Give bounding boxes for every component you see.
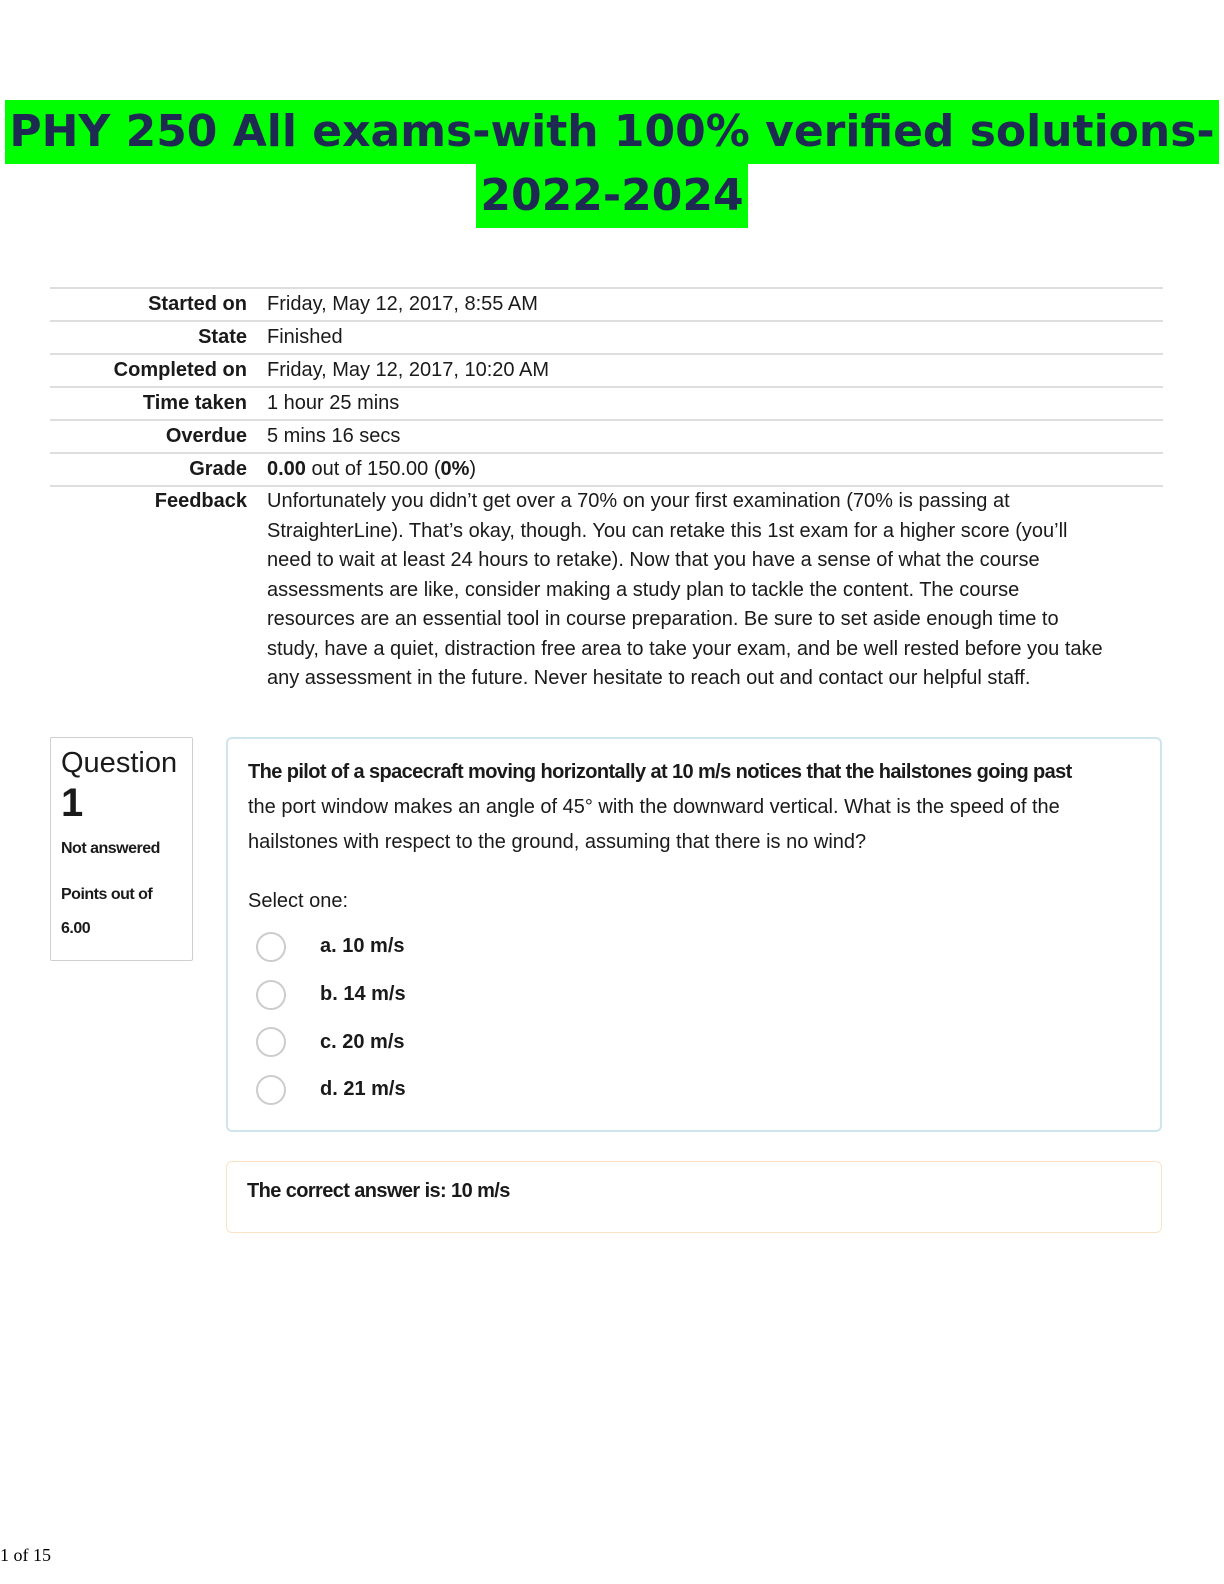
feedback-line: assessments are like, consider making a study plan to tackle the content. The course	[267, 578, 1020, 601]
grade-out-of: out of 150.00 (	[305, 458, 441, 480]
summary-label: Overdue	[50, 420, 267, 453]
attempt-summary-table	[50, 287, 1163, 694]
answer-label: a. 10 m/s	[320, 935, 405, 958]
feedback-line: StraighterLine). That’s okay, though. You can retake this 1st exam for a higher score (you’ll	[267, 519, 1068, 542]
grade-score: 0.00	[267, 458, 306, 480]
radio-button-icon[interactable]	[256, 980, 286, 1010]
summary-label: Feedback	[50, 486, 267, 694]
summary-label: Completed on	[50, 354, 267, 387]
answer-options	[248, 923, 1140, 1114]
summary-row-state	[50, 321, 1163, 354]
grade-close: )	[469, 458, 477, 480]
question-info-panel	[50, 737, 193, 961]
document-title	[0, 100, 1224, 228]
correct-answer-text: The correct answer is: 10 m/s	[247, 1180, 510, 1202]
question-text-line: the port window makes an angle of 45° with the downward vertical. What is the speed of the	[248, 796, 1060, 818]
summary-value: 5 mins 16 secs	[267, 420, 1163, 453]
radio-button-icon[interactable]	[256, 1027, 286, 1057]
title-line-1: PHY 250 All exams-with 100% verified solutions-	[5, 100, 1218, 164]
grade-value	[267, 453, 1163, 486]
feedback-line: resources are an essential tool in course preparation. Be sure to set aside enough time to	[267, 608, 1059, 630]
answer-option-a[interactable]	[248, 923, 1140, 971]
answer-label: b. 14 m/s	[320, 983, 406, 1006]
summary-row-feedback	[50, 486, 1163, 694]
answer-option-c[interactable]	[248, 1018, 1140, 1066]
feedback-line: Unfortunately you didn’t get over a 70% on your first examination (70% is passing at	[267, 490, 1010, 512]
grade-percent: 0%	[440, 458, 470, 480]
question-text-line: hailstones with respect to the ground, assuming that there is no wind?	[248, 831, 867, 853]
radio-button-icon[interactable]	[256, 932, 286, 962]
select-one-prompt: Select one:	[248, 890, 349, 912]
question-points	[61, 878, 182, 946]
points-label: Points out of	[61, 886, 153, 903]
summary-label: Grade	[50, 453, 267, 486]
question-state: Not answered	[61, 840, 160, 857]
question-number: 1	[61, 781, 84, 825]
feedback-line: any assessment in the future. Never hesitate to reach out and contact our helpful staff.	[267, 667, 1031, 689]
summary-value: Friday, May 12, 2017, 8:55 AM	[267, 288, 1163, 321]
title-line-2: 2022-2024	[476, 164, 747, 228]
summary-row-grade	[50, 453, 1163, 486]
answer-label: d. 21 m/s	[320, 1078, 406, 1101]
summary-value: Friday, May 12, 2017, 10:20 AM	[267, 354, 1163, 387]
page-number: 1 of 15	[0, 1545, 51, 1565]
summary-row-time-taken	[50, 387, 1163, 420]
points-value: 6.00	[61, 920, 91, 937]
question-text-lead: The pilot of a spacecraft moving horizontally at 10 m/s notices that the hailstones going past	[248, 761, 1072, 783]
summary-row-completed	[50, 354, 1163, 387]
summary-label: Time taken	[50, 387, 267, 420]
question-label: Question	[61, 747, 178, 779]
feedback-text	[267, 486, 1163, 694]
answer-label: c. 20 m/s	[320, 1030, 405, 1053]
feedback-line: need to wait at least 24 hours to retake). Now that you have a sense of what the course	[267, 549, 1040, 571]
question-content-box	[226, 737, 1162, 1132]
question-text	[248, 755, 1140, 860]
answer-option-d[interactable]	[248, 1066, 1140, 1114]
summary-row-started	[50, 288, 1163, 321]
answer-option-b[interactable]	[248, 971, 1140, 1019]
feedback-line: study, have a quiet, distraction free area to take your exam, and be well rested before you take	[267, 637, 1103, 660]
summary-row-overdue	[50, 420, 1163, 453]
summary-value: Finished	[267, 321, 1163, 354]
correct-answer-box	[226, 1161, 1162, 1233]
radio-button-icon[interactable]	[256, 1075, 286, 1105]
summary-label: State	[50, 321, 267, 354]
summary-value: 1 hour 25 mins	[267, 387, 1163, 420]
summary-label: Started on	[50, 288, 267, 321]
